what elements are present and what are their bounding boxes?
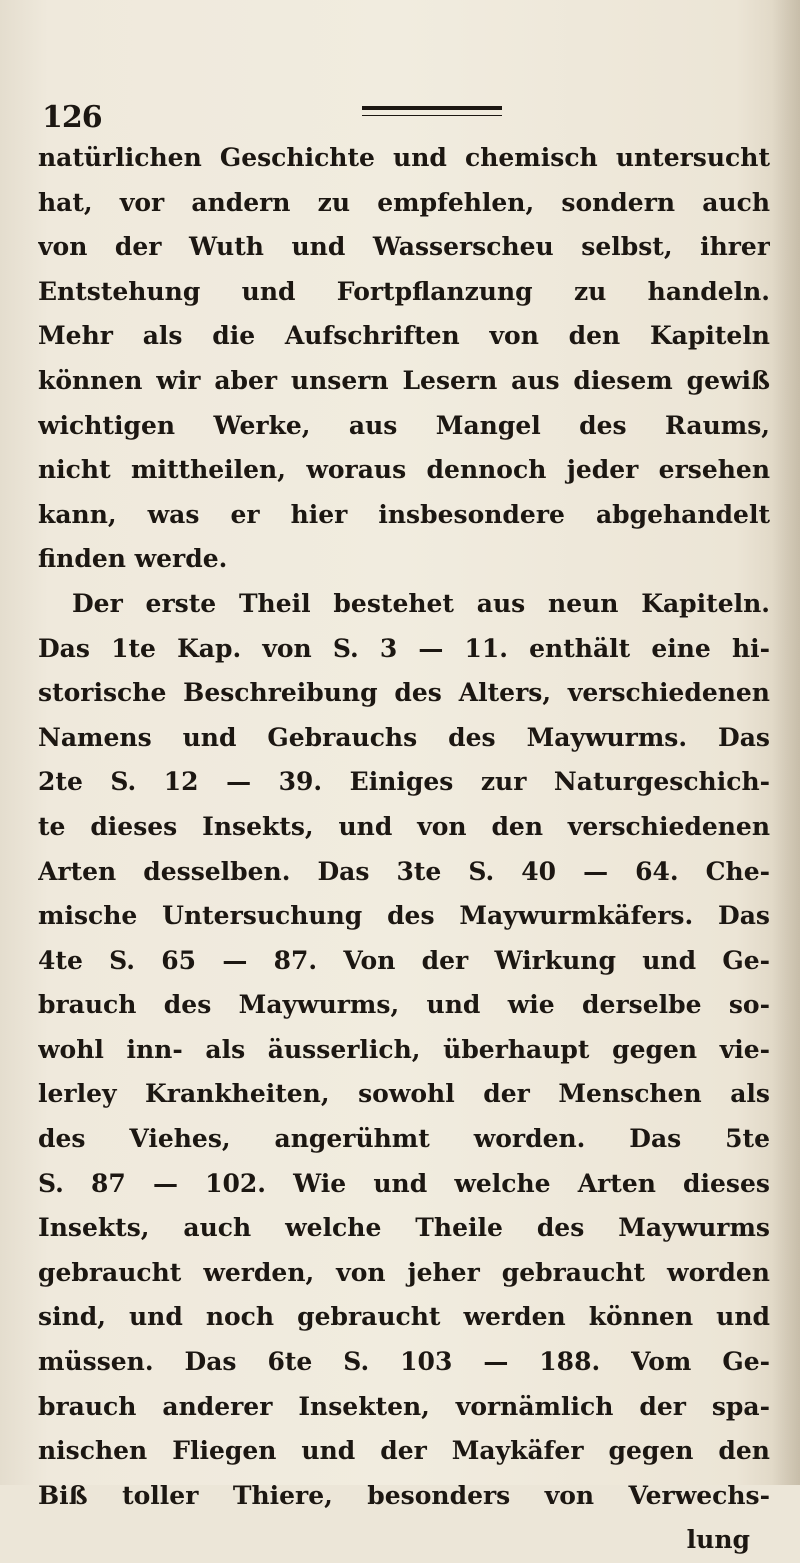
text-line: natürlichen Geschichte und chemisch untersucht xyxy=(38,143,770,172)
header-rule xyxy=(362,106,502,118)
text-line: storische Beschreibung des Alters, verschiedenen xyxy=(38,678,770,708)
text-line: wichtigen Werke, aus Mangel des Raums, xyxy=(38,410,770,440)
text-line: Der erste Theil bestehet aus neun Kapiteln. xyxy=(72,588,770,618)
page-number: 126 xyxy=(42,100,102,135)
header-rule-thick xyxy=(362,106,502,110)
text-line: nicht mittheilen, woraus dennoch jeder ersehen xyxy=(38,455,770,485)
catchword: lung xyxy=(686,1525,750,1555)
text-line: brauch anderer Insekten, vornämlich der spa- xyxy=(38,1391,770,1421)
body-text xyxy=(38,136,770,1563)
text-line: 4te S. 65 — 87. Von der Wirkung und Ge- xyxy=(38,945,770,975)
text-line: von der Wuth und Wasserscheu selbst, ihrer xyxy=(38,232,770,262)
text-line: des Viehes, angerühmt worden. Das 5te xyxy=(38,1124,770,1154)
text-line: Namens und Gebrauchs des Maywurms. Das xyxy=(38,722,770,752)
text-line: sind, und noch gebraucht werden können und xyxy=(38,1302,770,1332)
text-line: Insekts, auch welche Theile des Maywurms xyxy=(38,1213,770,1243)
page-edge-shadow xyxy=(772,0,800,1485)
text-line: Entstehung und Fortpflanzung zu handeln. xyxy=(38,276,770,306)
text-line: mische Untersuchung des Maywurmkäfers. Das xyxy=(38,901,770,931)
header-rule-thin xyxy=(362,115,502,116)
text-line: S. 87 — 102. Wie und welche Arten dieses xyxy=(38,1168,770,1198)
text-line: lerley Krankheiten, sowohl der Menschen als xyxy=(38,1079,770,1109)
text-line: wohl inn- als äusserlich, überhaupt gegen vie- xyxy=(38,1034,770,1064)
text-line: Arten desselben. Das 3te S. 40 — 64. Che- xyxy=(38,856,770,886)
text-line: nischen Fliegen und der Maykäfer gegen den xyxy=(38,1436,770,1466)
text-line: hat, vor andern zu empfehlen, sondern auch xyxy=(38,187,770,217)
text-line: te dieses Insekts, und von den verschiedenen xyxy=(38,811,770,841)
text-line: gebraucht werden, von jeher gebraucht worden xyxy=(38,1257,770,1287)
text-line: finden werde. xyxy=(38,544,228,574)
text-line: brauch des Maywurms, und wie derselbe so- xyxy=(38,990,770,1020)
text-line: können wir aber unsern Lesern aus diesem gewiß xyxy=(38,365,770,395)
text-line: Das 1te Kap. von S. 3 — 11. enthält eine hi- xyxy=(38,633,770,663)
text-line: Mehr als die Aufschriften von den Kapiteln xyxy=(38,321,770,351)
text-line: Biß toller Thiere, besonders von Verwechs- xyxy=(38,1480,770,1510)
text-line: müssen. Das 6te S. 103 — 188. Vom Ge- xyxy=(38,1347,770,1377)
text-line: 2te S. 12 — 39. Einiges zur Naturgeschich- xyxy=(38,767,770,797)
text-line: kann, was er hier insbesondere abgehandelt xyxy=(38,499,770,529)
